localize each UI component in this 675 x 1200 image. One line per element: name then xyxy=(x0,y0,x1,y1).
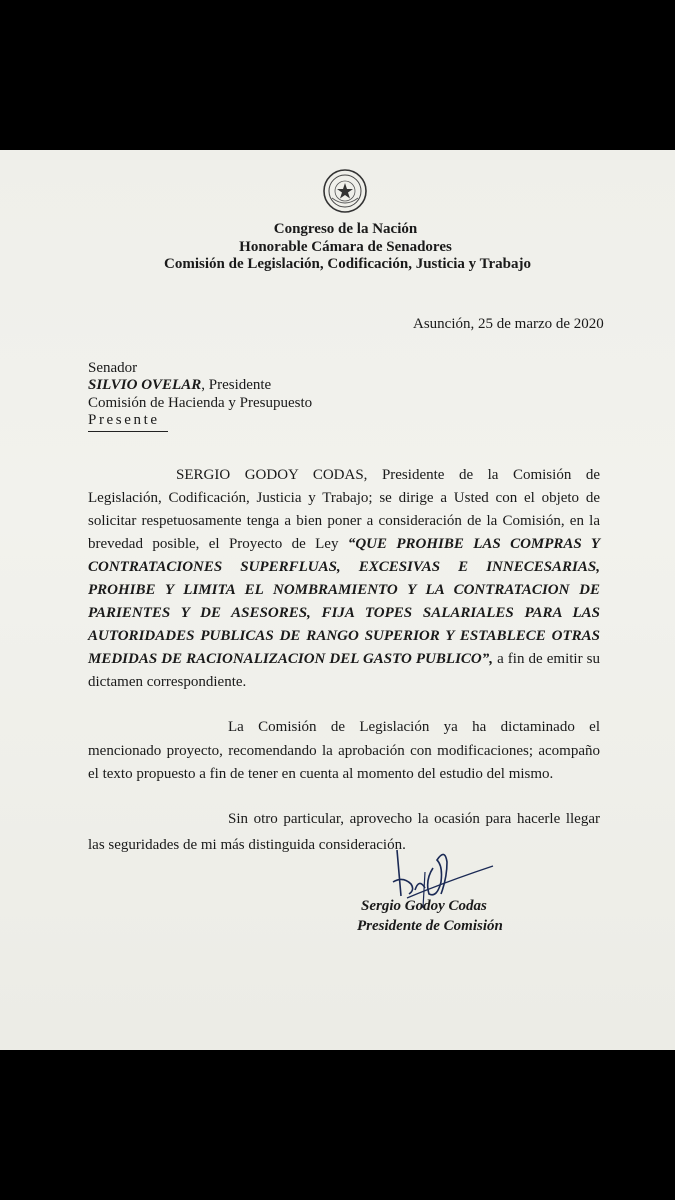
addressee-presente: Presente xyxy=(88,412,160,428)
body-paragraph-3: Sin otro particular, aprovecho la ocasión para hacerle llegar las seguridades de mi más distinguida consideración. xyxy=(88,811,600,853)
letter-date: Asunción, 25 de marzo de 2020 xyxy=(413,316,604,332)
national-seal-icon xyxy=(322,168,368,214)
addressee-title: Senador xyxy=(88,360,138,376)
bill-title: “QUE PROHIBE LAS COMPRAS Y CONTRATACIONES SUPERFLUAS, EXCESIVAS E INNECESARIAS, PROHIBE Y LIMITA EL NOMBRAMIENTO Y LA CONTRATACION DE PARIENTES Y DE ASESORES, FIJA TOPES SALARIALES PARA LAS AUTORIDADES PUBLICAS DE RANGO SUPERIOR Y ESTABLECE OTRAS MEDIDAS DE RACIONALIZACION DEL GASTO PUBLICO”, xyxy=(88,536,601,667)
addressee-line xyxy=(88,377,271,394)
header-congress: Congreso de la Nación xyxy=(273,221,418,237)
p1-end: a fin de emitir su dictamen correspondiente. xyxy=(88,651,600,690)
header-chamber: Honorable Cámara de Senadores xyxy=(239,239,452,255)
letter-page xyxy=(0,150,675,1050)
addressee-role: , Presidente xyxy=(201,377,272,393)
addressee-name: SILVIO OVELAR xyxy=(88,377,202,393)
addressee-commission: Comisión de Hacienda y Presupuesto xyxy=(88,395,313,411)
header-commission: Comisión de Legislación, Codificación, Justicia y Trabajo xyxy=(164,256,531,272)
body-paragraph-2: La Comisión de Legislación ya ha dictaminado el mencionado proyecto, recomendando la aprobación con modificaciones; acompaño el texto propuesto a fin de tener en cuenta al momento del estudio del mismo. xyxy=(88,719,600,782)
presente-underline xyxy=(88,431,168,432)
signatory-title: Presidente de Comisión xyxy=(357,918,503,934)
p1-intro: SERGIO GODOY CODAS, Presidente de la Comisión de Legislación, Codificación, Justicia y Trabajo; se dirige a Usted con el objeto de solicitar respetuosamente tenga a bien poner a consideración de la Comisión, en la brevedad posible, el Proyecto de Ley xyxy=(88,467,600,552)
signatory-name: Sergio Godoy Codas xyxy=(361,898,487,914)
body-paragraph-1 xyxy=(88,464,600,694)
